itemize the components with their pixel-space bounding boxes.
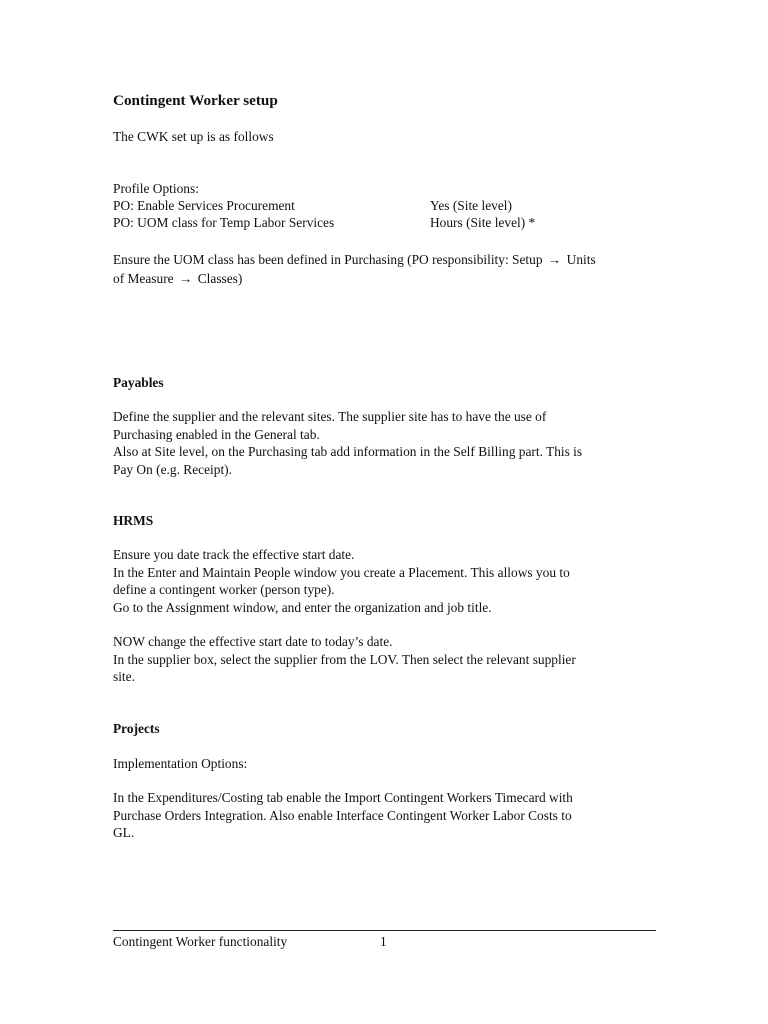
hrms-line: define a contingent worker (person type). — [113, 582, 335, 597]
section-heading-projects: Projects — [113, 721, 160, 736]
document-title: Contingent Worker setup — [113, 92, 278, 109]
uom-note-text-a: Ensure the UOM class has been defined in Purchasing (PO responsibility: Setup — [113, 252, 543, 267]
uom-note-line-2 — [113, 270, 242, 287]
payables-line: Pay On (e.g. Receipt). — [113, 462, 232, 477]
profile-option-2-value: Hours (Site level) * — [430, 215, 536, 230]
uom-note-text-b: Units — [566, 252, 596, 267]
payables-line: Also at Site level, on the Purchasing tab add information in the Self Billing part. This is — [113, 444, 583, 459]
uom-note-text-c: of Measure — [113, 271, 174, 286]
profile-option-1-name: PO: Enable Services Procurement — [113, 198, 295, 213]
hrms-line: site. — [113, 669, 135, 684]
profile-options-label: Profile Options: — [113, 181, 199, 196]
hrms-line: In the Enter and Maintain People window you create a Placement. This allows you to — [113, 565, 570, 580]
right-arrow-icon: → — [178, 271, 193, 286]
projects-line: In the Expenditures/Costing tab enable the Import Contingent Workers Timecard with — [113, 790, 573, 805]
hrms-line: NOW change the effective start date to today’s date. — [113, 634, 393, 649]
intro-text: The CWK set up is as follows — [113, 129, 274, 144]
hrms-line: Go to the Assignment window, and enter the organization and job title. — [113, 600, 492, 615]
projects-line: Purchase Orders Integration. Also enable Interface Contingent Worker Labor Costs to — [113, 808, 572, 823]
section-heading-hrms: HRMS — [113, 513, 154, 528]
footer-title: Contingent Worker functionality — [113, 934, 288, 949]
section-heading-payables: Payables — [113, 375, 164, 390]
right-arrow-icon: → — [547, 252, 562, 267]
uom-note-line-1 — [113, 251, 596, 268]
footer-divider — [113, 930, 656, 931]
hrms-line: Ensure you date track the effective start date. — [113, 547, 355, 562]
profile-option-2-name: PO: UOM class for Temp Labor Services — [113, 215, 335, 230]
payables-line: Define the supplier and the relevant sites. The supplier site has to have the use of — [113, 409, 547, 424]
implementation-options-label: Implementation Options: — [113, 756, 248, 771]
hrms-line: In the supplier box, select the supplier from the LOV. Then select the relevant supplier — [113, 652, 576, 667]
projects-line: GL. — [113, 825, 135, 840]
uom-note-text-d: Classes) — [197, 271, 243, 286]
page-number: 1 — [380, 934, 387, 949]
payables-line: Purchasing enabled in the General tab. — [113, 427, 320, 442]
profile-option-1-value: Yes (Site level) — [430, 198, 512, 213]
